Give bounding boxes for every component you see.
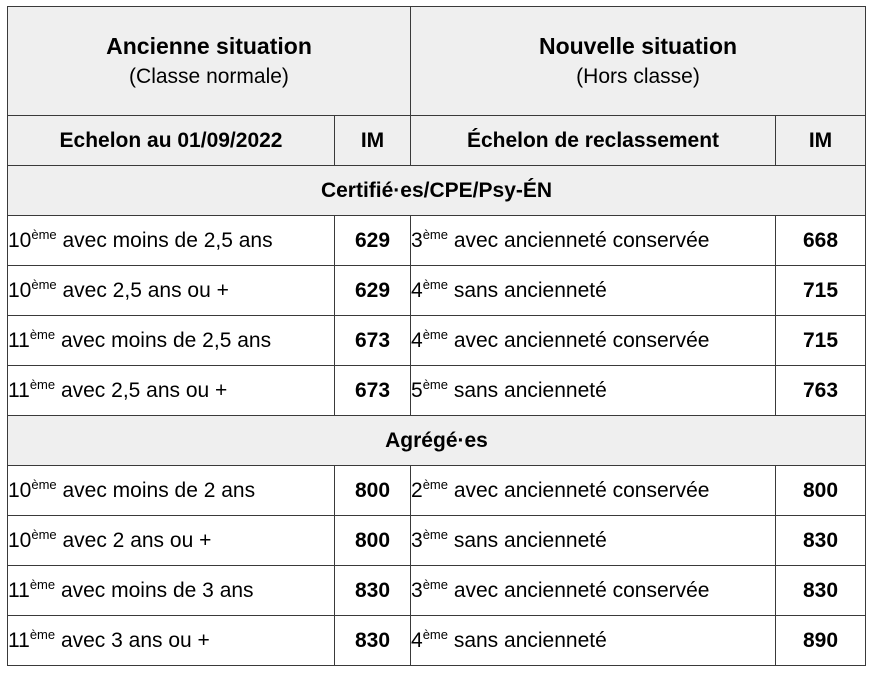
new-im-cell: 830 bbox=[776, 516, 866, 566]
echelon-number: 4 bbox=[411, 628, 423, 652]
table-row bbox=[8, 266, 866, 316]
echelon-number: 2 bbox=[411, 478, 423, 502]
echelon-ordinal-suffix: ème bbox=[422, 376, 448, 392]
table-row bbox=[8, 566, 866, 616]
table-row bbox=[8, 516, 866, 566]
old-echelon-cell bbox=[8, 516, 335, 566]
echelon-condition: avec moins de 3 ans bbox=[55, 578, 254, 602]
echelon-number: 11 bbox=[8, 628, 30, 652]
echelon-number: 4 bbox=[411, 278, 423, 302]
col-new-echelon: Échelon de reclassement bbox=[411, 116, 776, 166]
echelon-ordinal-suffix: ème bbox=[422, 226, 448, 242]
new-im-cell: 890 bbox=[776, 616, 866, 666]
echelon-number: 10 bbox=[8, 278, 32, 302]
old-echelon-cell bbox=[8, 216, 335, 266]
echelon-ordinal-suffix: ème bbox=[422, 526, 448, 542]
old-echelon-cell bbox=[8, 616, 335, 666]
table-body bbox=[8, 7, 866, 666]
new-echelon-cell bbox=[411, 616, 776, 666]
new-im-cell: 800 bbox=[776, 466, 866, 516]
old-situation-title: Ancienne situation bbox=[106, 33, 312, 59]
table-row bbox=[8, 316, 866, 366]
echelon-condition: avec 2,5 ans ou + bbox=[55, 378, 228, 402]
echelon-ordinal-suffix: ème bbox=[422, 476, 448, 492]
echelon-number: 10 bbox=[8, 228, 32, 252]
col-old-echelon: Echelon au 01/09/2022 bbox=[8, 116, 335, 166]
echelon-ordinal-suffix: ème bbox=[31, 476, 57, 492]
section-header-row bbox=[8, 416, 866, 466]
table-row bbox=[8, 616, 866, 666]
col-new-im: IM bbox=[776, 116, 866, 166]
echelon-ordinal-suffix: ème bbox=[422, 576, 448, 592]
echelon-condition: avec 2,5 ans ou + bbox=[56, 278, 229, 302]
new-echelon-cell bbox=[411, 216, 776, 266]
new-echelon-cell bbox=[411, 316, 776, 366]
old-echelon-cell bbox=[8, 366, 335, 416]
old-echelon-cell bbox=[8, 466, 335, 516]
new-echelon-cell bbox=[411, 366, 776, 416]
new-im-cell: 830 bbox=[776, 566, 866, 616]
echelon-number: 11 bbox=[8, 578, 30, 602]
old-echelon-cell bbox=[8, 566, 335, 616]
echelon-ordinal-suffix: ème bbox=[29, 626, 56, 642]
old-im-cell: 629 bbox=[335, 266, 411, 316]
echelon-condition: sans ancienneté bbox=[447, 378, 607, 402]
header-row bbox=[8, 7, 866, 116]
new-echelon-cell bbox=[411, 466, 776, 516]
new-im-cell: 668 bbox=[776, 216, 866, 266]
echelon-condition: avec moins de 2 ans bbox=[56, 478, 256, 502]
echelon-condition: avec ancienneté conservée bbox=[447, 578, 710, 602]
echelon-condition: sans ancienneté bbox=[447, 278, 607, 302]
old-im-cell: 830 bbox=[335, 616, 411, 666]
echelon-condition: avec ancienneté conservée bbox=[447, 478, 710, 502]
echelon-ordinal-suffix: ème bbox=[422, 626, 448, 642]
new-im-cell: 715 bbox=[776, 316, 866, 366]
old-situation-subtitle: (Classe normale) bbox=[129, 65, 289, 88]
old-im-cell: 800 bbox=[335, 516, 411, 566]
old-im-cell: 629 bbox=[335, 216, 411, 266]
table-row bbox=[8, 366, 866, 416]
echelon-condition: avec ancienneté conservée bbox=[447, 228, 710, 252]
echelon-condition: avec 3 ans ou + bbox=[55, 628, 210, 652]
echelon-number: 11 bbox=[8, 328, 30, 352]
echelon-number: 3 bbox=[411, 578, 423, 602]
column-header-row bbox=[8, 116, 866, 166]
new-echelon-cell bbox=[411, 566, 776, 616]
old-im-cell: 830 bbox=[335, 566, 411, 616]
echelon-number: 5 bbox=[411, 378, 423, 402]
echelon-ordinal-suffix: ème bbox=[29, 576, 56, 592]
echelon-number: 4 bbox=[411, 328, 423, 352]
section-label: Agrégé·es bbox=[8, 416, 866, 466]
old-echelon-cell bbox=[8, 266, 335, 316]
table-row bbox=[8, 216, 866, 266]
new-echelon-cell bbox=[411, 516, 776, 566]
echelon-condition: avec moins de 2,5 ans bbox=[55, 328, 272, 352]
echelon-condition: sans ancienneté bbox=[447, 628, 607, 652]
echelon-ordinal-suffix: ème bbox=[422, 276, 448, 292]
echelon-number: 3 bbox=[411, 228, 423, 252]
echelon-ordinal-suffix: ème bbox=[31, 226, 57, 242]
table-row bbox=[8, 466, 866, 516]
section-header-row bbox=[8, 166, 866, 216]
old-im-cell: 673 bbox=[335, 366, 411, 416]
echelon-condition: avec ancienneté conservée bbox=[447, 328, 710, 352]
echelon-ordinal-suffix: ème bbox=[29, 326, 56, 342]
old-im-cell: 800 bbox=[335, 466, 411, 516]
new-situation-header bbox=[411, 7, 866, 116]
echelon-ordinal-suffix: ème bbox=[29, 376, 56, 392]
new-situation-subtitle: (Hors classe) bbox=[576, 65, 700, 88]
old-im-cell: 673 bbox=[335, 316, 411, 366]
echelon-number: 3 bbox=[411, 528, 423, 552]
echelon-condition: avec moins de 2,5 ans bbox=[56, 228, 273, 252]
new-situation-title: Nouvelle situation bbox=[538, 33, 738, 59]
echelon-condition: sans ancienneté bbox=[447, 528, 607, 552]
old-situation-header bbox=[8, 7, 411, 116]
section-label: Certifié·es/CPE/Psy-ÉN bbox=[8, 166, 866, 216]
new-echelon-cell bbox=[411, 266, 776, 316]
echelon-ordinal-suffix: ème bbox=[31, 276, 57, 292]
new-im-cell: 715 bbox=[776, 266, 866, 316]
col-old-im: IM bbox=[335, 116, 411, 166]
echelon-number: 11 bbox=[8, 378, 30, 402]
old-echelon-cell bbox=[8, 316, 335, 366]
echelon-condition: avec 2 ans ou + bbox=[56, 528, 212, 552]
echelon-ordinal-suffix: ème bbox=[422, 326, 448, 342]
echelon-ordinal-suffix: ème bbox=[31, 526, 57, 542]
echelon-number: 10 bbox=[8, 478, 32, 502]
new-im-cell: 763 bbox=[776, 366, 866, 416]
reclassement-table bbox=[7, 6, 866, 666]
echelon-number: 10 bbox=[8, 528, 32, 552]
